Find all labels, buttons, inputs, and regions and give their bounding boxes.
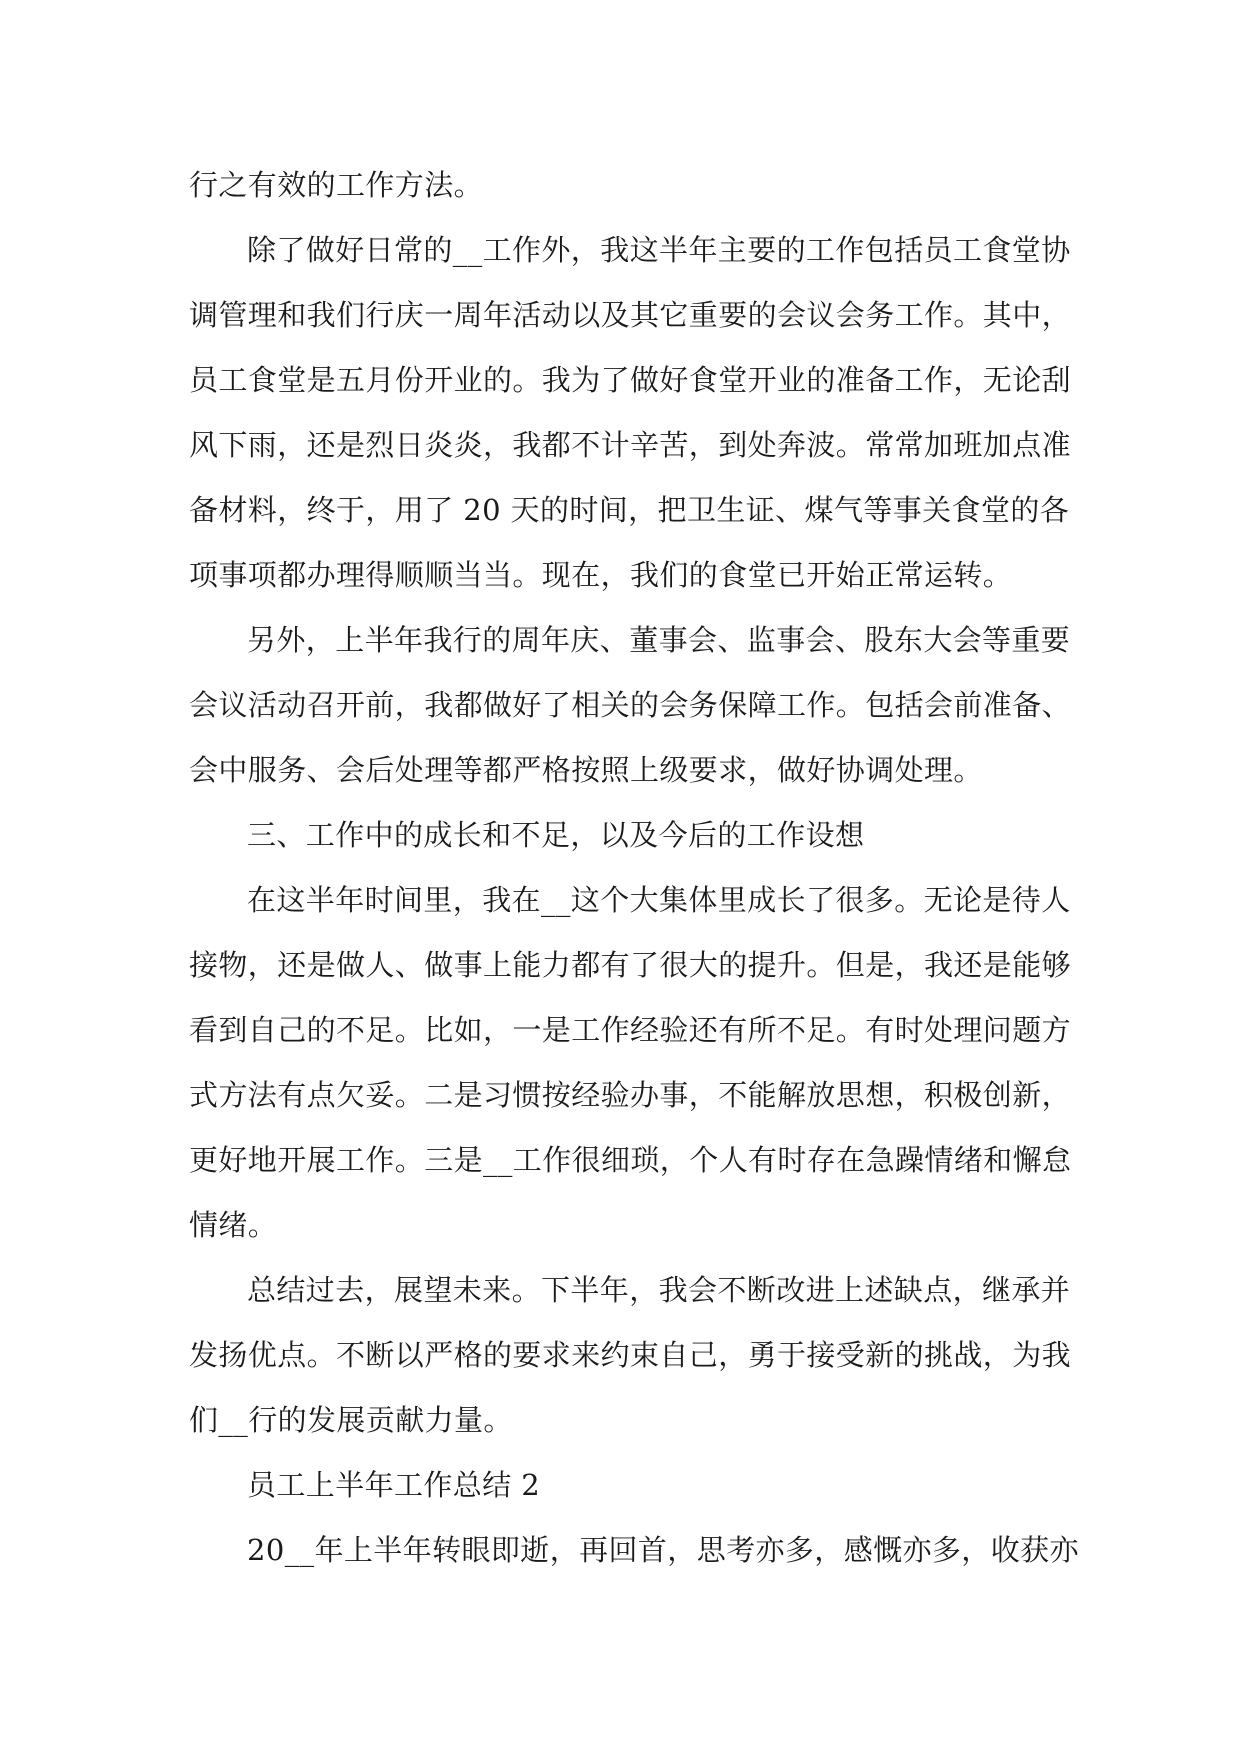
text-line: 总结过去，展望未来。下半年，我会不断改进上述缺点，继承并	[247, 1273, 1071, 1307]
text-line: 员工食堂是五月份开业的。我为了做好食堂开业的准备工作，无论刮	[189, 363, 1072, 397]
text-line: 们__行的发展贡献力量。	[189, 1403, 513, 1437]
text-line: 更好地开展工作。三是__工作很细琐，个人有时存在急躁情绪和懈怠	[189, 1143, 1072, 1177]
article-title: 员工上半年工作总结 2	[247, 1468, 541, 1502]
text-line: 情绪。	[189, 1208, 278, 1242]
text-line: 看到自己的不足。比如，一是工作经验还有所不足。有时处理问题方	[189, 1013, 1072, 1047]
text-line: 备材料，终于，用了 20 天的时间，把卫生证、煤气等事关食堂的各	[189, 493, 1070, 527]
text-line: 除了做好日常的__工作外，我这半年主要的工作包括员工食堂协	[247, 233, 1071, 267]
text-line: 调管理和我们行庆一周年活动以及其它重要的会议会务工作。其中，	[189, 298, 1072, 332]
text-line: 会议活动召开前，我都做好了相关的会务保障工作。包括会前准备、	[189, 688, 1072, 722]
text-line: 项事项都办理得顺顺当当。现在，我们的食堂已开始正常运转。	[189, 558, 1013, 592]
text-line: 行之有效的工作方法。	[189, 168, 484, 202]
section-heading: 三、工作中的成长和不足，以及今后的工作设想	[247, 818, 865, 852]
document-body	[189, 153, 1079, 1583]
text-line: 另外，上半年我行的周年庆、董事会、监事会、股东大会等重要	[247, 623, 1071, 657]
text-line: 接物，还是做人、做事上能力都有了很大的提升。但是，我还是能够	[189, 948, 1072, 982]
text-line: 会中服务、会后处理等都严格按照上级要求，做好协调处理。	[189, 753, 983, 787]
text-line: 在这半年时间里，我在__这个大集体里成长了很多。无论是待人	[247, 883, 1071, 917]
text-line: 20__年上半年转眼即逝，再回首，思考亦多，感慨亦多，收获亦	[247, 1533, 1079, 1567]
text-line: 式方法有点欠妥。二是习惯按经验办事，不能解放思想，积极创新，	[189, 1078, 1072, 1112]
text-line: 风下雨，还是烈日炎炎，我都不计辛苦，到处奔波。常常加班加点准	[189, 428, 1072, 462]
text-line: 发扬优点。不断以严格的要求来约束自己，勇于接受新的挑战，为我	[189, 1338, 1072, 1372]
